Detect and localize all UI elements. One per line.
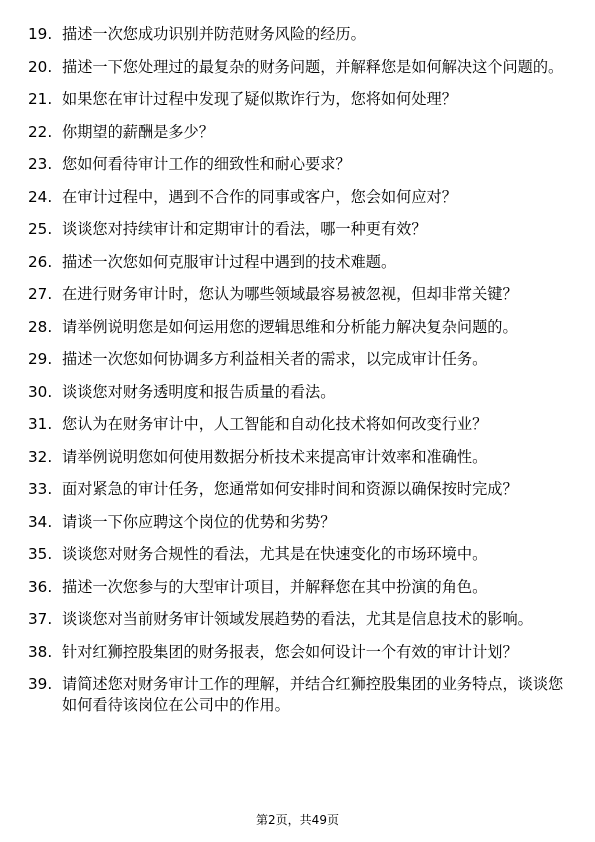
question-text: 谈谈您对财务合规性的看法，尤其是在快速变化的市场环境中。 [62,545,488,563]
question-item [28,154,568,175]
question-number: 21. [28,90,53,108]
question-number: 19. [28,25,53,43]
question-number: 34. [28,512,53,531]
question-number: 23. [28,155,53,173]
question-text: 谈谈您对财务透明度和报告质量的看法。 [62,382,336,401]
question-number: 25. [28,220,53,238]
question-item [28,24,568,45]
question-item [28,609,568,630]
question-text: 描述一次您参与的大型审计项目，并解释您在其中扮演的角色。 [62,577,488,596]
question-item [28,187,568,208]
question-number: 24. [28,187,53,206]
question-number: 26. [28,252,53,271]
question-text: 你期望的薪酬是多少？ [62,122,214,141]
question-item [28,414,568,435]
question-number: 30. [28,382,53,401]
question-text: 您如何看待审计工作的细致性和耐心要求？ [62,155,351,173]
question-item [28,674,568,716]
question-number: 31. [28,415,53,433]
question-number: 28. [28,317,53,336]
question-number: 37. [28,610,53,628]
question-number: 29. [28,350,53,368]
page-number-footer: 第2页，共49页 [256,813,339,827]
question-number: 36. [28,577,53,596]
question-number: 35. [28,545,53,563]
question-item [28,642,568,663]
question-text: 请简述您对财务审计工作的理解，并结合红狮控股集团的业务特点，谈谈您如何看待该岗位在公司中的作用。 [62,675,564,714]
question-item [28,544,568,565]
question-item [28,479,568,500]
question-item [28,122,568,143]
question-text: 描述一次您成功识别并防范财务风险的经历。 [62,25,366,43]
question-number: 39. [28,675,53,693]
question-number: 33. [28,480,53,498]
question-text: 如果您在审计过程中发现了疑似欺诈行为，您将如何处理？ [62,90,457,108]
question-text: 在审计过程中，遇到不合作的同事或客户，您会如何应对？ [62,187,457,206]
question-item [28,252,568,273]
question-text: 请举例说明您如何使用数据分析技术来提高审计效率和准确性。 [62,447,488,466]
question-number: 20. [28,57,53,76]
question-item [28,317,568,338]
question-text: 面对紧急的审计任务，您通常如何安排时间和资源以确保按时完成？ [62,480,518,498]
question-text: 请举例说明您是如何运用您的逻辑思维和分析能力解决复杂问题的。 [62,317,518,336]
question-text: 在进行财务审计时，您认为哪些领域最容易被忽视，但却非常关键？ [62,285,518,303]
question-number: 32. [28,447,53,466]
question-item [28,447,568,468]
question-item [28,219,568,240]
question-text: 描述一次您如何协调多方利益相关者的需求，以完成审计任务。 [62,350,488,368]
question-list [28,24,568,728]
question-item [28,89,568,110]
question-item [28,577,568,598]
question-item [28,382,568,403]
question-item [28,349,568,370]
question-text: 谈谈您对持续审计和定期审计的看法，哪一种更有效？ [62,220,427,238]
question-text: 描述一下您处理过的最复杂的财务问题，并解释您是如何解决这个问题的。 [62,57,564,76]
question-item [28,284,568,305]
question-number: 38. [28,642,53,661]
question-number: 27. [28,285,53,303]
question-text: 描述一次您如何克服审计过程中遇到的技术难题。 [62,252,397,271]
question-number: 22. [28,122,53,141]
question-item [28,57,568,78]
question-text: 针对红狮控股集团的财务报表，您会如何设计一个有效的审计计划？ [62,642,518,661]
question-item [28,512,568,533]
question-text: 谈谈您对当前财务审计领域发展趋势的看法，尤其是信息技术的影响。 [62,610,533,628]
question-text: 请谈一下你应聘这个岗位的优势和劣势？ [62,512,336,531]
question-text: 您认为在财务审计中，人工智能和自动化技术将如何改变行业？ [62,415,488,433]
